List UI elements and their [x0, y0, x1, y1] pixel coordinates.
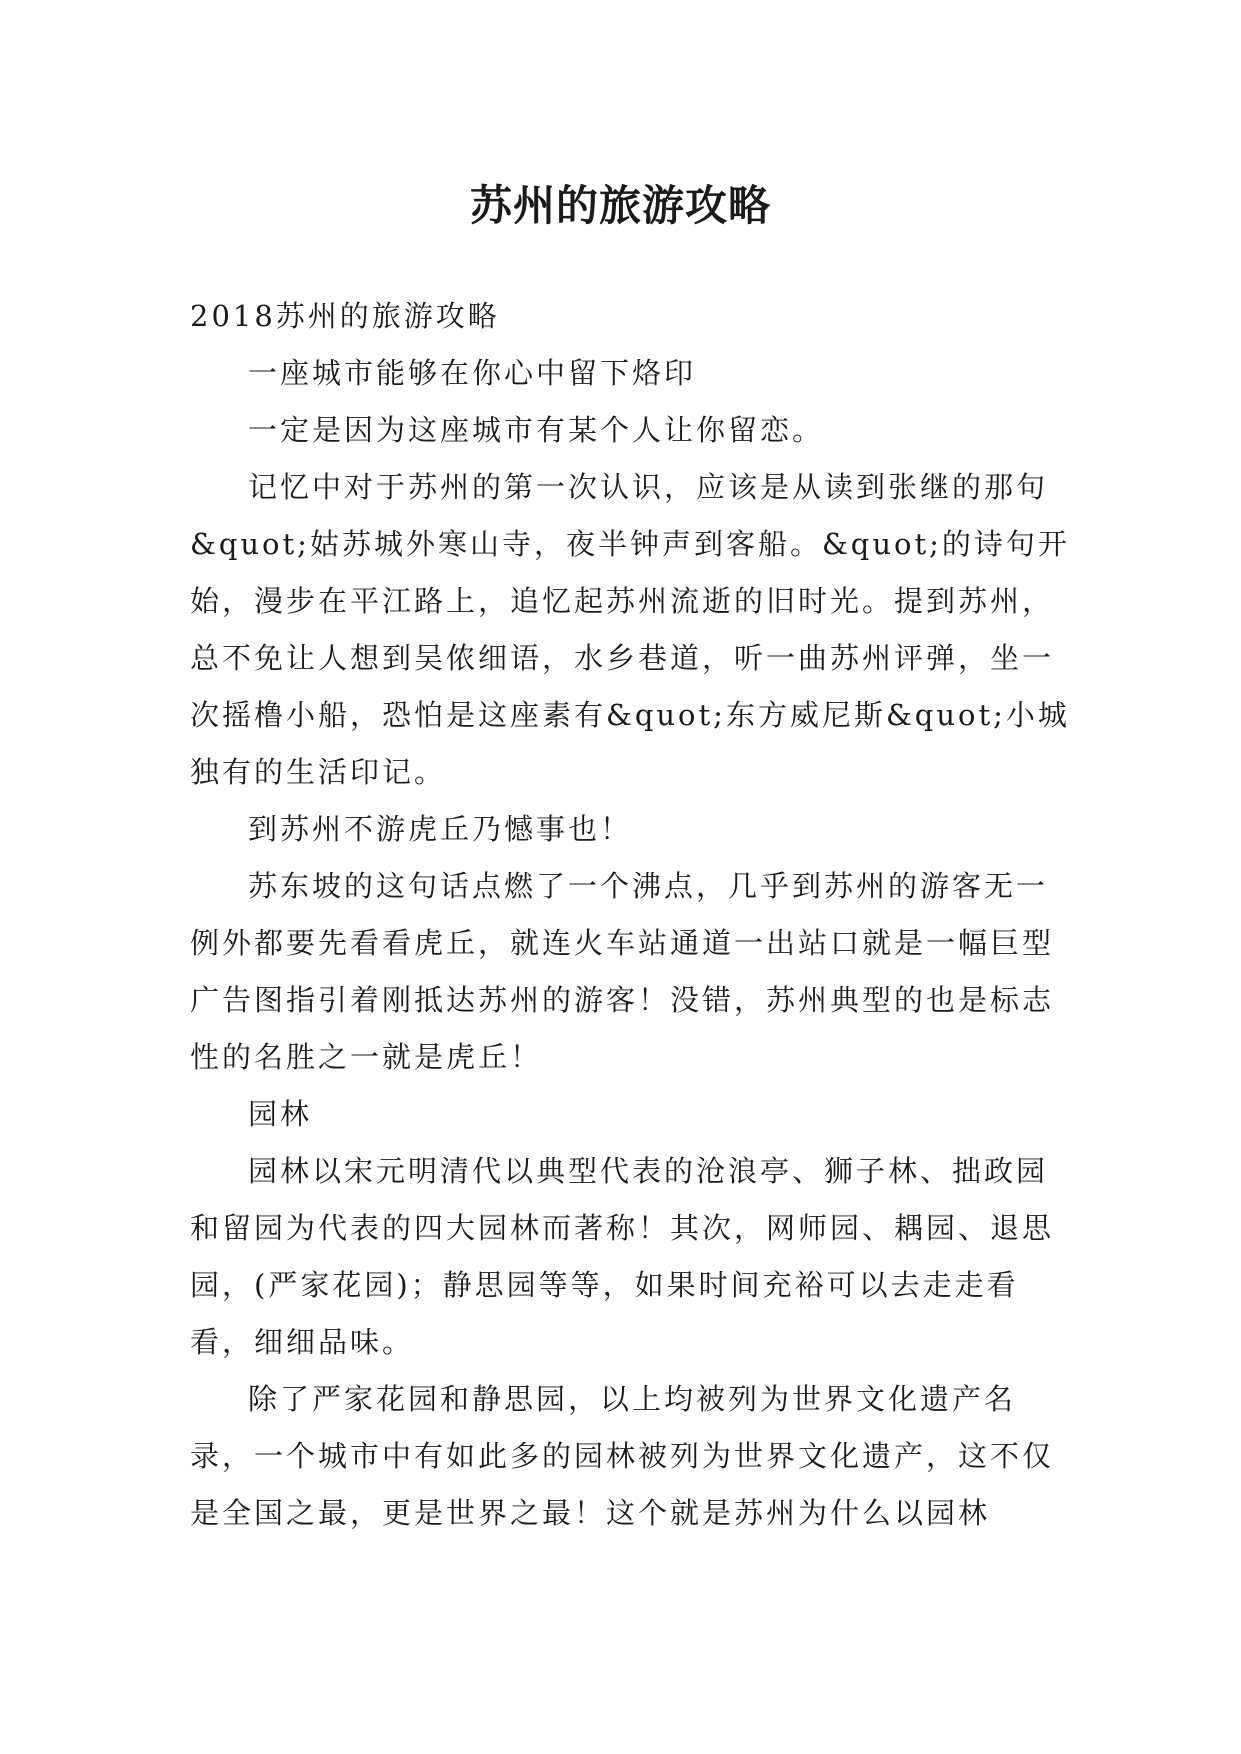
document-title: 苏州的旅游攻略: [469, 181, 771, 231]
body-paragraph: 一座城市能够在你心中留下烙印: [248, 356, 697, 390]
section-heading: 园林: [248, 1097, 313, 1131]
body-paragraph: 苏东坡的这句话点燃了一个沸点，几乎到苏州的游客无一例外都要先看看虎丘，就连火车站通道一出站口就是一幅巨型广告图指引着刚抵达苏州的游客！没错，苏州典型的也是标志性的名胜之一就是虎丘！: [190, 869, 1055, 1074]
body-paragraph: 记忆中对于苏州的第一次认识，应该是从读到张继的那句&quot;姑苏城外寒山寺，夜半钟声到客船。&quot;的诗句开始，漫步在平江路上，追忆起苏州流逝的旧时光。提到苏州，总不免让人想到吴侬细语，水乡巷道，听一曲苏州评弹，坐一次摇橹小船，恐怕是这座素有&quot;东方威尼斯&quot;小城独有的生活印记。: [190, 470, 1070, 789]
body-paragraph: 园林以宋元明清代以典型代表的沧浪亭、狮子林、拙政园和留园为代表的四大园林而著称！其次，网师园、耦园、退思园，(严家花园)；静思园等等，如果时间充裕可以去走走看看，细细品味。: [190, 1154, 1055, 1359]
body-paragraph: 到苏州不游虎丘乃憾事也！: [248, 812, 633, 846]
document-body: [190, 288, 1070, 1542]
body-paragraph: 除了严家花园和静思园，以上均被列为世界文化遗产名录，一个城市中有如此多的园林被列为世界文化遗产，这不仅是全国之最，更是世界之最！这个就是苏州为什么以园林: [190, 1382, 1055, 1530]
subtitle-paragraph: 2018苏州的旅游攻略: [190, 299, 500, 333]
body-paragraph: 一定是因为这座城市有某个人让你留恋。: [248, 413, 825, 447]
